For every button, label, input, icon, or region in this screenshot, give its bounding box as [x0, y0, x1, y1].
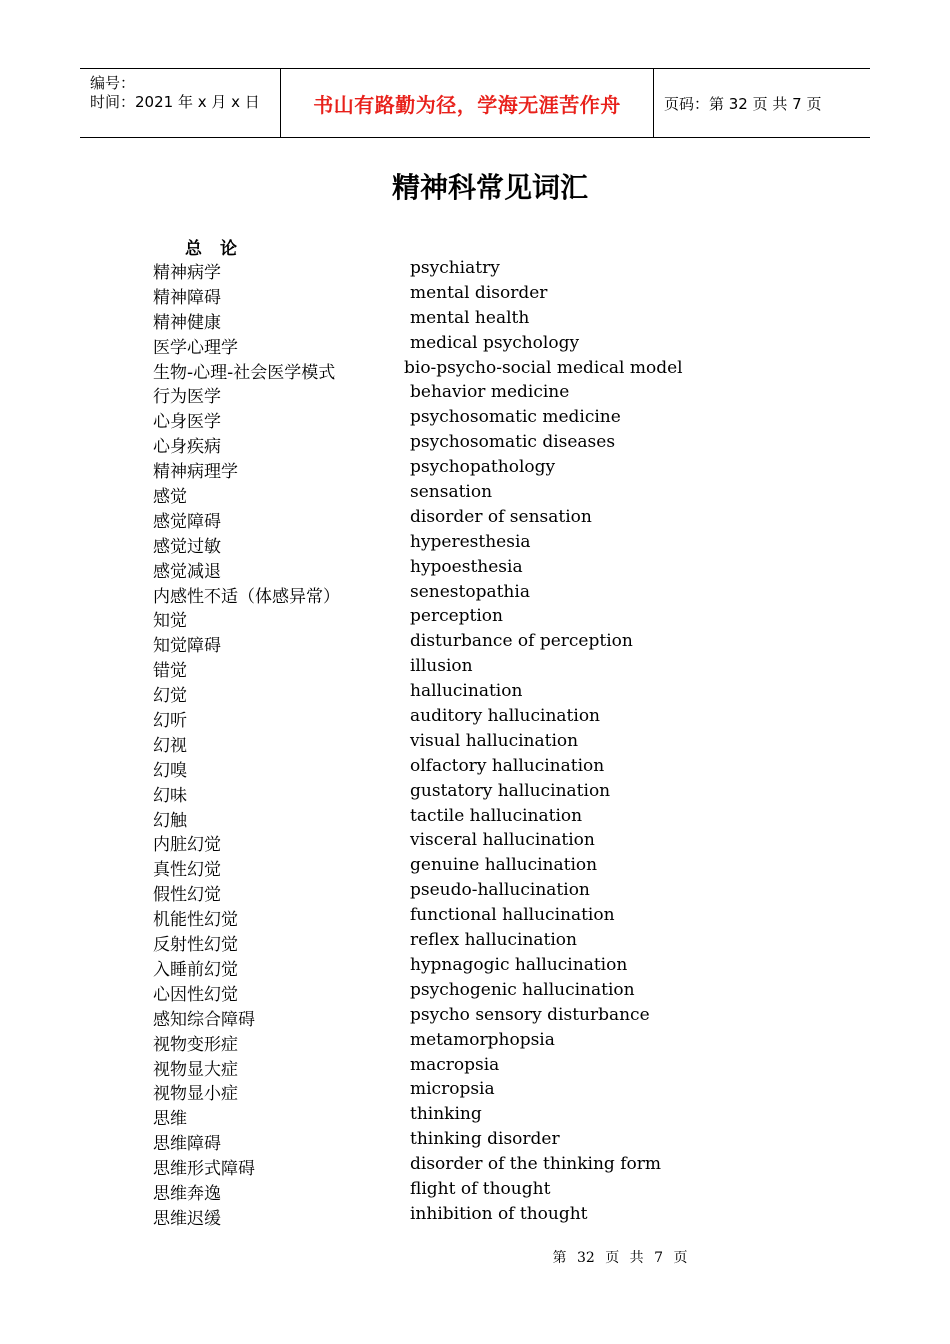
- term-english: pseudo-hallucination: [410, 880, 590, 901]
- term-row: [0, 283, 950, 308]
- term-english: behavior medicine: [410, 382, 570, 403]
- term-row: [0, 905, 950, 930]
- term-english: psychosomatic medicine: [410, 407, 621, 428]
- term-row: [0, 1030, 950, 1055]
- term-english: thinking disorder: [410, 1129, 560, 1150]
- document-number-label: 编号：: [90, 74, 136, 92]
- term-english: bio-psycho-social medical model: [404, 357, 683, 378]
- term-chinese: 感知综合障碍: [153, 1009, 255, 1030]
- term-chinese: 错觉: [153, 661, 187, 682]
- page-title: 精神科常见词汇: [391, 171, 588, 204]
- term-row: [0, 955, 950, 980]
- term-chinese: 思维障碍: [153, 1134, 221, 1155]
- term-chinese: 感觉障碍: [153, 511, 221, 532]
- term-english: reflex hallucination: [410, 930, 577, 951]
- term-chinese: 心身医学: [153, 412, 221, 433]
- term-row: [0, 507, 950, 532]
- term-row: [0, 308, 950, 333]
- term-chinese: 幻嗅: [153, 760, 187, 781]
- term-chinese: 机能性幻觉: [153, 910, 238, 931]
- term-chinese: 生物-心理-社会医学模式: [153, 362, 336, 383]
- term-row: [0, 631, 950, 656]
- term-chinese: 思维: [153, 1109, 187, 1130]
- term-row: [0, 457, 950, 482]
- term-english: gustatory hallucination: [410, 780, 611, 801]
- term-english: perception: [410, 606, 503, 627]
- term-row: [0, 482, 950, 507]
- document-date: 时间：2021 年 x 月 x 日: [90, 93, 260, 111]
- term-english: hypoesthesia: [410, 556, 523, 577]
- term-chinese: 视物变形症: [153, 1034, 238, 1055]
- term-chinese: 行为医学: [153, 387, 221, 408]
- term-row: [0, 557, 950, 582]
- term-chinese: 精神病学: [153, 263, 221, 283]
- term-row: [0, 333, 950, 358]
- term-english: hyperesthesia: [410, 531, 531, 552]
- term-chinese: 感觉: [153, 487, 187, 508]
- term-row: [0, 656, 950, 681]
- term-row: [0, 532, 950, 557]
- term-chinese: 内感性不适（体感异常）: [153, 586, 340, 607]
- motto-text: 书山有路勤为径，学海无涯苦作舟: [313, 92, 621, 117]
- page-footer: 第 32 页 共 7 页: [552, 1250, 688, 1266]
- term-row: [0, 855, 950, 880]
- term-chinese: 心身疾病: [153, 437, 221, 458]
- term-chinese: 入睡前幻觉: [153, 959, 238, 980]
- page-header: [80, 68, 870, 138]
- term-row: [0, 806, 950, 831]
- term-row: [0, 1129, 950, 1154]
- term-english: mental disorder: [410, 282, 548, 303]
- term-chinese: 真性幻觉: [153, 860, 221, 881]
- term-row: [0, 1154, 950, 1179]
- term-chinese: 精神病理学: [153, 462, 238, 483]
- term-chinese: 精神健康: [153, 312, 221, 333]
- term-english: micropsia: [410, 1079, 495, 1100]
- term-row: [0, 781, 950, 806]
- term-english: tactile hallucination: [410, 805, 583, 826]
- term-row: [0, 980, 950, 1005]
- term-row: [0, 1179, 950, 1204]
- term-chinese: 幻味: [153, 785, 187, 806]
- term-english: olfactory hallucination: [410, 755, 605, 776]
- term-english: metamorphopsia: [410, 1029, 555, 1050]
- term-english: disturbance of perception: [410, 631, 633, 652]
- term-english: flight of thought: [410, 1178, 551, 1199]
- term-chinese: 假性幻觉: [153, 885, 221, 906]
- term-list: [0, 258, 950, 1229]
- term-row: [0, 731, 950, 756]
- term-row: [0, 706, 950, 731]
- term-chinese: 视物显小症: [153, 1084, 238, 1105]
- term-row: [0, 1055, 950, 1080]
- term-row: [0, 407, 950, 432]
- term-chinese: 思维形式障碍: [153, 1159, 255, 1180]
- term-english: thinking: [410, 1104, 482, 1125]
- term-row: [0, 756, 950, 781]
- term-row: [0, 432, 950, 457]
- term-chinese: 医学心理学: [153, 337, 238, 358]
- term-row: [0, 1104, 950, 1129]
- term-english: macropsia: [410, 1054, 500, 1075]
- term-english: auditory hallucination: [410, 706, 601, 727]
- term-row: [0, 582, 950, 607]
- term-english: disorder of the thinking form: [410, 1154, 661, 1175]
- term-english: medical psychology: [410, 332, 580, 353]
- term-row: [0, 880, 950, 905]
- term-english: functional hallucination: [410, 905, 615, 926]
- header-page-info: 页码：第 32 页 共 7 页: [664, 94, 822, 113]
- term-chinese: 思维迟缓: [153, 1208, 221, 1229]
- term-row: [0, 681, 950, 706]
- term-chinese: 思维奔逸: [153, 1183, 221, 1204]
- term-english: psychopathology: [410, 457, 556, 478]
- term-chinese: 感觉减退: [153, 561, 221, 582]
- term-chinese: 感觉过敏: [153, 536, 221, 557]
- section-title: 总论: [185, 239, 255, 259]
- term-english: hypnagogic hallucination: [410, 954, 628, 975]
- term-english: inhibition of thought: [410, 1203, 588, 1224]
- term-chinese: 视物显大症: [153, 1059, 238, 1080]
- term-english: psychiatry: [410, 258, 500, 278]
- term-english: visceral hallucination: [410, 830, 595, 851]
- term-row: [0, 382, 950, 407]
- term-english: mental health: [410, 307, 530, 328]
- term-english: illusion: [410, 656, 473, 677]
- term-english: genuine hallucination: [410, 855, 598, 876]
- term-chinese: 幻觉: [153, 686, 187, 707]
- term-english: psycho sensory disturbance: [410, 1004, 650, 1025]
- term-english: disorder of sensation: [410, 506, 592, 527]
- term-chinese: 心因性幻觉: [153, 984, 238, 1005]
- term-row: [0, 606, 950, 631]
- term-row: [0, 830, 950, 855]
- term-chinese: 反射性幻觉: [153, 935, 238, 956]
- term-row: [0, 930, 950, 955]
- term-english: sensation: [410, 482, 493, 503]
- term-row: [0, 258, 950, 283]
- term-english: hallucination: [410, 681, 523, 702]
- term-chinese: 内脏幻觉: [153, 835, 221, 856]
- term-row: [0, 1079, 950, 1104]
- term-english: senestopathia: [410, 581, 530, 602]
- term-english: psychogenic hallucination: [410, 979, 635, 1000]
- term-row: [0, 358, 950, 383]
- term-chinese: 幻视: [153, 735, 187, 756]
- term-chinese: 知觉障碍: [153, 636, 221, 657]
- term-english: visual hallucination: [410, 730, 579, 751]
- term-chinese: 幻听: [153, 711, 187, 732]
- term-chinese: 幻触: [153, 810, 187, 831]
- term-row: [0, 1005, 950, 1030]
- term-row: [0, 1204, 950, 1229]
- header-motto: [281, 69, 654, 137]
- term-chinese: 知觉: [153, 611, 187, 632]
- header-meta: [80, 69, 281, 137]
- term-english: psychosomatic diseases: [410, 432, 616, 453]
- term-chinese: 精神障碍: [153, 287, 221, 308]
